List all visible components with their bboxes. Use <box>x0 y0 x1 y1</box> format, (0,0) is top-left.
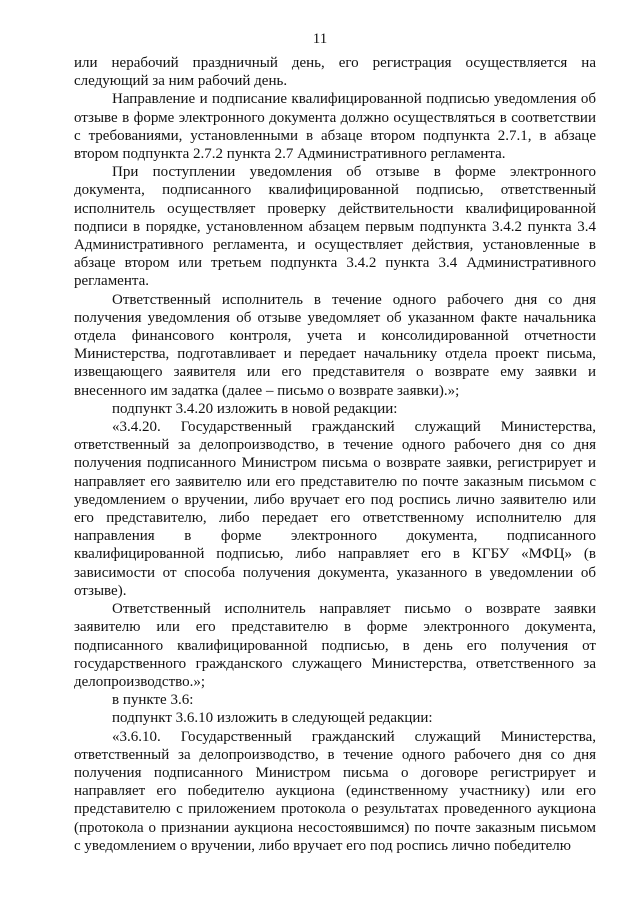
paragraph-9: подпункт 3.6.10 изложить в следующей редакции: <box>112 710 433 727</box>
paragraph-3: При поступлении уведомления об отзыве в форме электронного документа, подписанного квалифицированной подписью, ответственный исполнитель осуществляет проверку действительности квалифицированной подписи в порядке, установленном абзацем первым подпункта 3.4.2 пункта 3.4 Административного регламента, и осуществляет действия, установленные в абзаце втором или третьем подпункта 3.4.2 пункта 3.4 Административного регламента. <box>74 164 596 290</box>
document-body <box>74 54 596 855</box>
paragraph-2: Направление и подписание квалифицированной подписью уведомления об отзыве в форме электронного документа должно осуществляться в соответствии с требованиями, установленными в абзаце втором подпункта 2.7.1, в абзаце втором подпункта 2.7.2 пункта 2.7 Административного регламента. <box>74 91 596 163</box>
page-number: 11 <box>312 31 328 47</box>
paragraph-10: «3.6.10. Государственный гражданский служащий Министерства, ответственный за делопроизводство, в течение одного рабочего дня со дня получения подписанного Министром письма о договоре регистрирует и направляет его победителю аукциона (единственному участнику) или его представителю с приложением протокола о результатах проведенного аукциона (протокола о признании аукциона несостоявшимся) по почте заказным письмом с уведомлением о вручении, либо вручает его под роспись лично победителю <box>74 728 596 854</box>
paragraph-1: или нерабочий праздничный день, его регистрация осуществляется на следующий за ним рабочий день. <box>74 55 596 90</box>
paragraph-4: Ответственный исполнитель в течение одного рабочего дня со дня получения уведомления об отзыве уведомляет об указанном факте начальника отдела финансового контроля, учета и консолидированной отчетности Министерства, подготавливает и передает начальнику отдела проект письма, извещающего заявителя или его представителя о возврате ему заявки и внесенного им задатка (далее – письмо о возврате заявки).»; <box>74 291 596 399</box>
paragraph-6: «3.4.20. Государственный гражданский служащий Министерства, ответственный за делопроизводство, в течение одного рабочего дня со дня получения подписанного Министром письма о возврате заявки, регистрирует и направляет его заявителю или его представителю по почте заказным письмом с уведомлением о вручении, либо вручает его под роспись лично заявителю или его представителю, либо передает его ответственному исполнителю для направления в форме электронного документа, подписанного квалифицированной подписью, либо направляет его в КГБУ «МФЦ» (в зависимости от способа получения документа, указанного в уведомлении об отзыве). <box>74 419 596 599</box>
paragraph-7: Ответственный исполнитель направляет письмо о возврате заявки заявителю или его представителю в форме электронного документа, подписанного квалифицированной подписью, в день его получения от государственного гражданского служащего Министерства, ответственного за делопроизводство.»; <box>74 601 596 690</box>
paragraph-8: в пункте 3.6: <box>112 692 194 709</box>
paragraph-5: подпункт 3.4.20 изложить в новой редакции: <box>112 400 398 417</box>
